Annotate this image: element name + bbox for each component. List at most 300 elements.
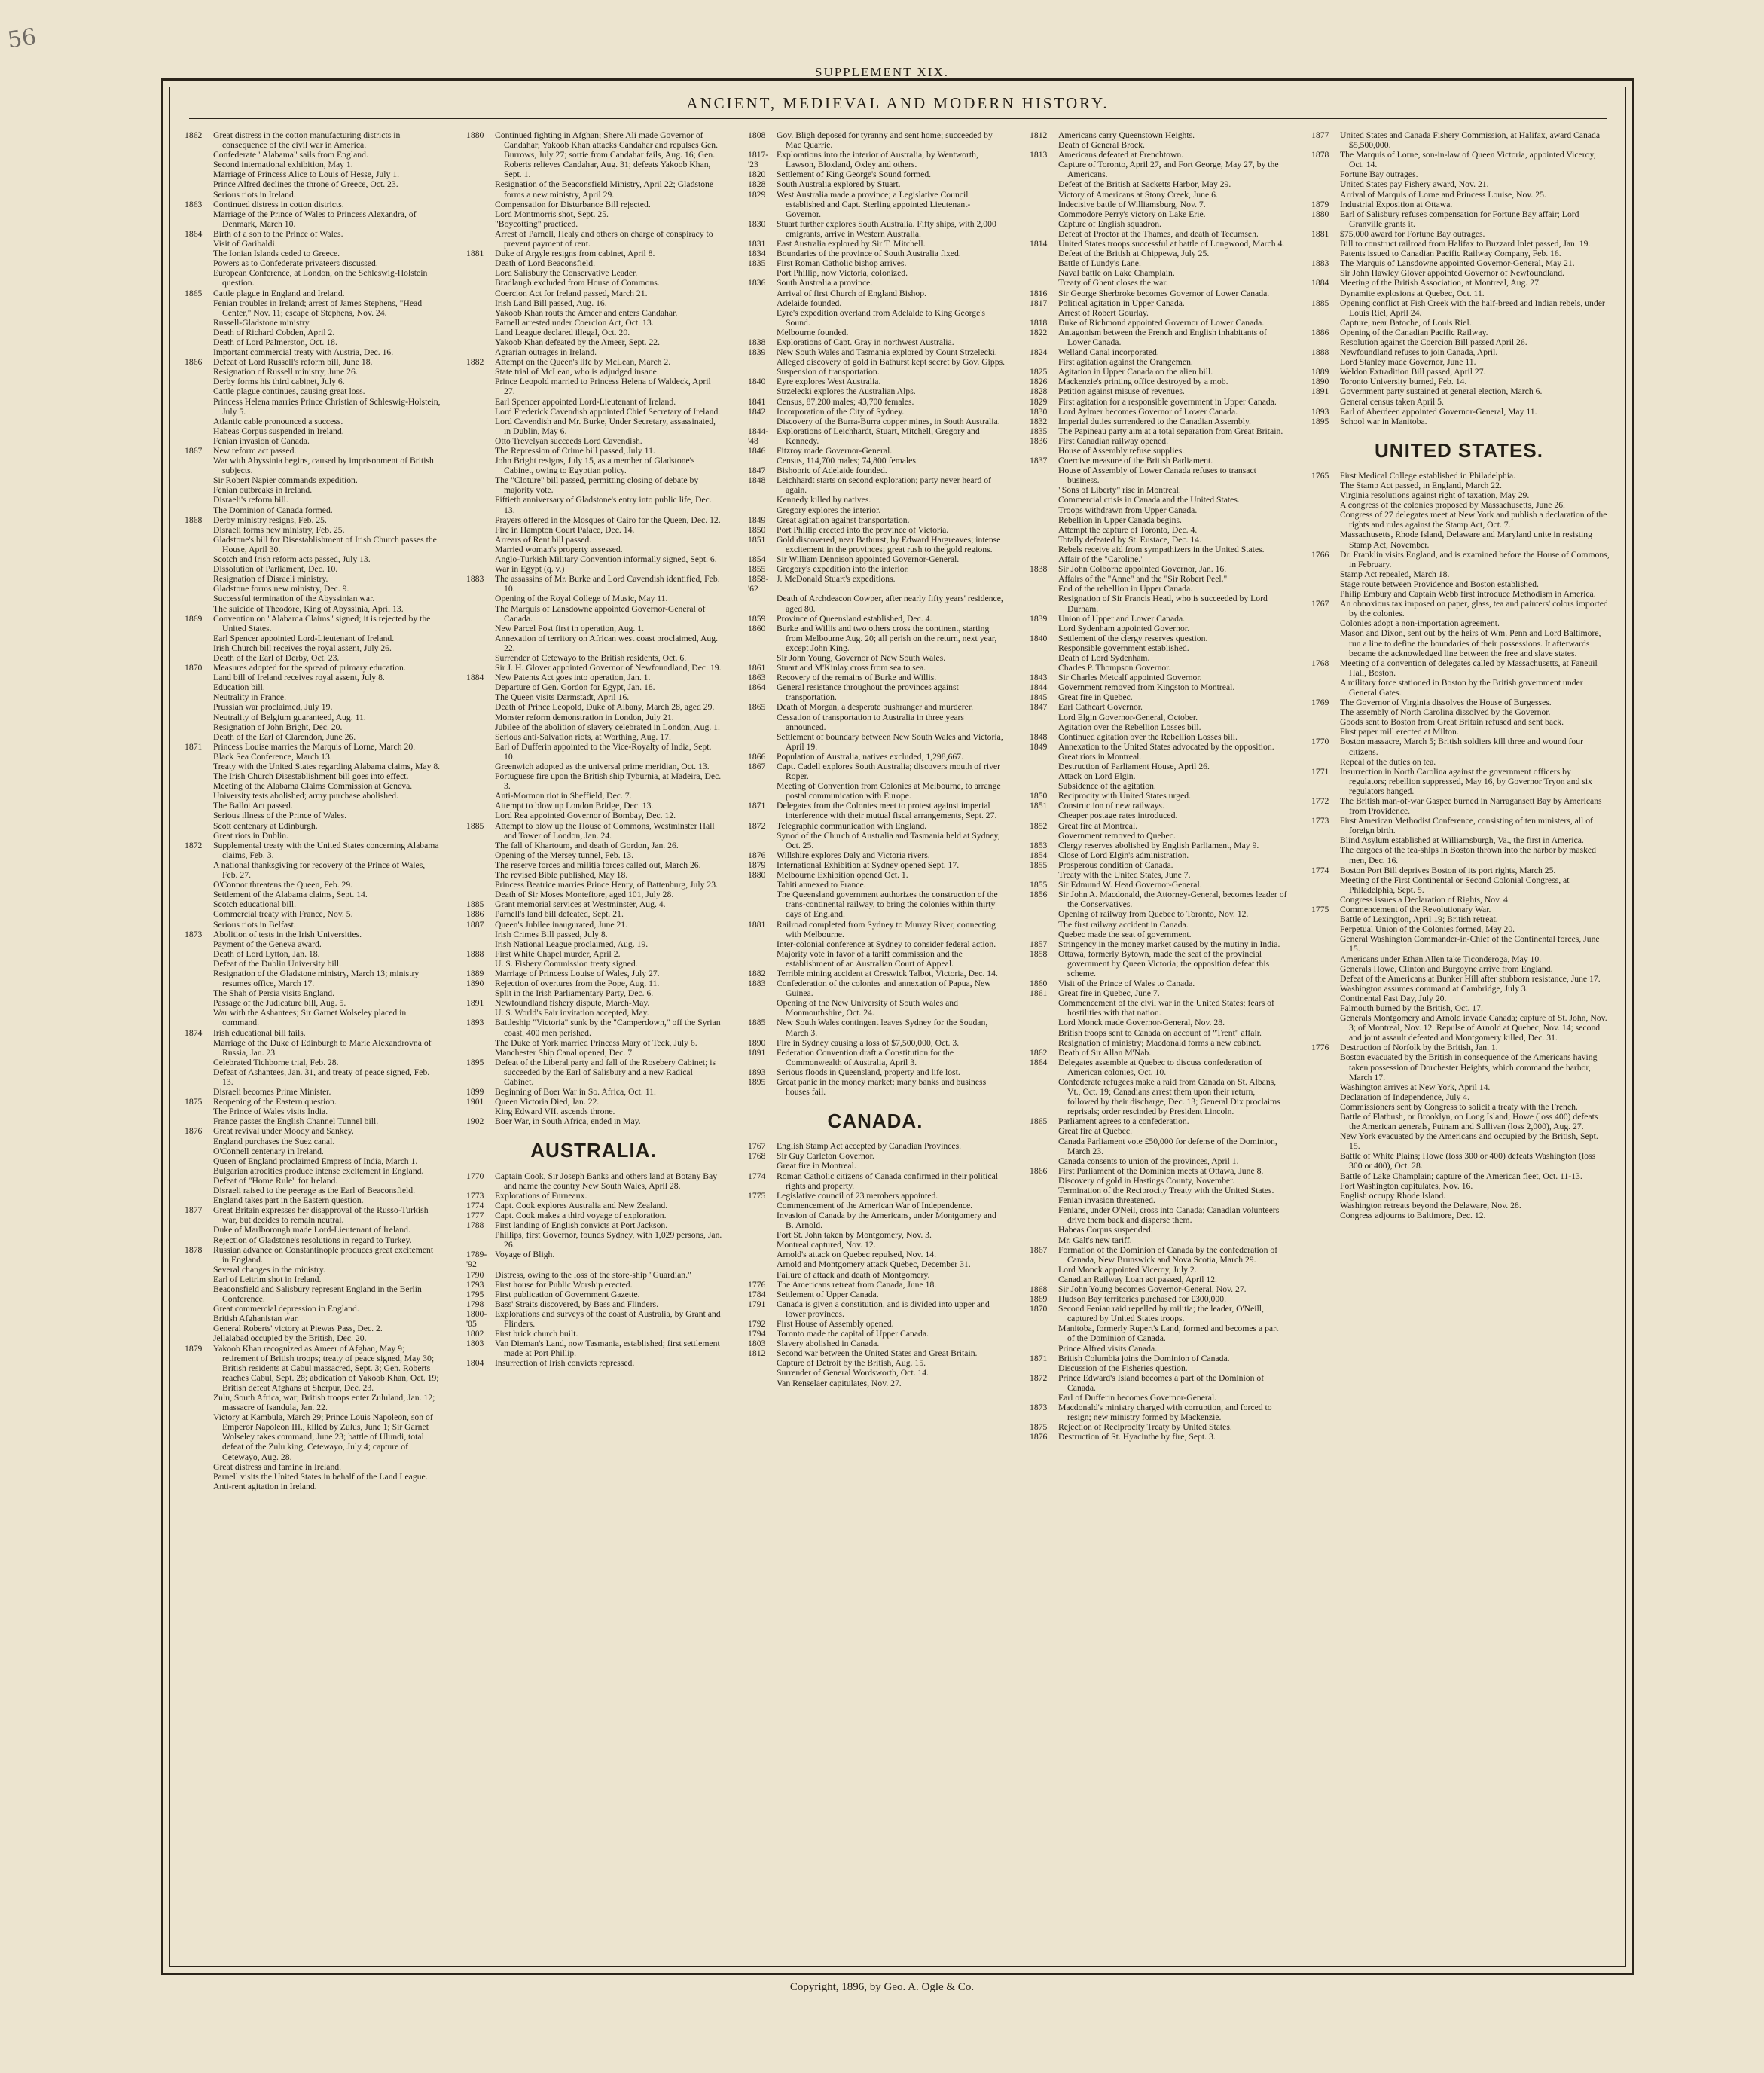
entry-text: Bass' Straits discovered, by Bass and Flinders. <box>495 1299 659 1309</box>
entry-text: Arnold's attack on Quebec repulsed, Nov. 14. <box>777 1250 936 1260</box>
history-entry <box>182 1412 442 1461</box>
entry-year <box>1027 1018 1057 1027</box>
entry-text: Construction of new railways. <box>1058 801 1164 811</box>
entry-year <box>1027 870 1057 880</box>
history-entry <box>745 386 1006 396</box>
entry-year: 1773 <box>466 1190 484 1201</box>
history-entry <box>1027 564 1287 574</box>
history-entry <box>182 1107 442 1116</box>
entry-text: Van Renselaer capitulates, Nov. 27. <box>777 1378 902 1388</box>
entry-year: 1769 <box>1311 698 1329 708</box>
history-entry <box>1027 771 1287 781</box>
entry-year <box>463 525 493 535</box>
history-entry <box>1027 318 1287 328</box>
history-entry <box>745 870 1006 880</box>
history-entry <box>1027 298 1287 308</box>
entry-text: First agitation for a responsible government in Upper Canada. <box>1058 396 1277 407</box>
history-entry <box>1308 471 1610 481</box>
entry-text: General census taken April 5. <box>1340 396 1444 407</box>
history-entry <box>463 278 724 288</box>
entry-year <box>745 939 775 949</box>
entry-text: Canada consents to union of the provinces, April 1. <box>1058 1156 1239 1166</box>
entry-text: Hudson Bay territories purchased for £300,000. <box>1058 1294 1226 1305</box>
entry-text: The Duke of York married Princess Mary of Teck, July 6. <box>495 1037 697 1048</box>
history-entry <box>745 880 1006 890</box>
entry-text: Serious riots in Belfast. <box>213 919 296 930</box>
entry-year <box>182 1156 212 1166</box>
entry-year <box>463 890 493 899</box>
history-entry <box>745 426 1006 446</box>
entry-year <box>182 397 212 417</box>
entry-text: Destruction of St. Hyacinthe by fire, Sept. 3. <box>1058 1432 1216 1443</box>
entry-text: Scotch educational bill. <box>213 899 297 910</box>
history-entry <box>463 692 724 702</box>
entry-year <box>1308 1092 1338 1102</box>
entry-year <box>182 634 212 643</box>
history-entry <box>1308 130 1610 150</box>
entry-year <box>463 1230 493 1250</box>
entry-text: Serious anti-Salvation riots, at Worthing, Aug. 17. <box>495 731 671 742</box>
entry-year <box>1308 1201 1338 1211</box>
entry-text: British Afghanistan war. <box>213 1314 299 1324</box>
history-entry <box>182 190 442 200</box>
history-entry <box>463 771 724 791</box>
entry-text: Prince Alfred visits Canada. <box>1058 1343 1158 1354</box>
entry-year: 1768 <box>748 1151 766 1162</box>
entry-year <box>463 771 493 791</box>
history-entry <box>1027 791 1287 801</box>
history-entry <box>1027 1058 1287 1077</box>
entry-text: Derby forms his third cabinet, July 6. <box>213 377 345 387</box>
entry-year <box>463 870 493 880</box>
entry-text: Fort St. John taken by Montgomery, Nov. 3. <box>777 1230 932 1241</box>
history-entry <box>745 417 1006 426</box>
entry-text: Discussion of the Fisheries question. <box>1058 1363 1188 1373</box>
history-entry <box>745 801 1006 820</box>
entry-text: Melbourne founded. <box>777 327 849 337</box>
entry-year <box>463 545 493 554</box>
entry-text: Sir John A. Macdonald, the Attorney-General, becomes leader of the Conservatives. <box>1058 890 1287 910</box>
history-entry <box>182 1156 442 1166</box>
entry-text: Political agitation in Upper Canada. <box>1058 298 1185 308</box>
entry-year <box>463 554 493 564</box>
entry-year: 1828 <box>748 179 766 190</box>
entry-year <box>182 988 212 998</box>
entry-text: Dr. Franklin visits England, and is examined before the House of Commons, in February. <box>1340 549 1610 569</box>
copyright-line: Copyright, 1896, by Geo. A. Ogle & Co. <box>789 1981 975 1993</box>
history-entry <box>1027 692 1287 702</box>
entry-text: Great fire in Quebec. <box>1058 692 1133 703</box>
history-entry <box>182 1097 442 1107</box>
entry-text: Melbourne Exhibition opened Oct. 1. <box>777 870 908 881</box>
history-entry <box>463 495 724 514</box>
history-entry <box>1308 569 1610 579</box>
history-entry <box>182 1344 442 1393</box>
entry-year <box>1308 1102 1338 1112</box>
entry-year <box>745 495 775 505</box>
entry-text: Settlement of Upper Canada. <box>777 1289 879 1299</box>
history-entry <box>1308 895 1610 905</box>
entry-year: 1834 <box>748 249 766 259</box>
history-entry <box>463 978 724 988</box>
entry-text: Beginning of Boer War in So. Africa, Oct. 11. <box>495 1087 656 1098</box>
entry-text: Meeting of the Alabama Claims Commission at Geneva. <box>213 781 413 792</box>
entry-text: Gregory's expedition into the interior. <box>777 564 909 575</box>
history-entry <box>182 969 442 988</box>
history-entry <box>745 752 1006 762</box>
history-entry <box>1308 357 1610 367</box>
entry-year <box>745 367 775 377</box>
entry-text: Duke of Marlborough made Lord-Lieutenant of Ireland. <box>213 1225 410 1235</box>
entry-year <box>1027 1077 1057 1116</box>
entry-text: Congress of 27 delegates meet at New York and publish a declaration of the rights and rules against the Stamp Act, Oct. 7. <box>1340 510 1607 530</box>
entry-year <box>1308 1013 1338 1043</box>
history-entry <box>1027 1205 1287 1225</box>
entry-year <box>182 426 212 436</box>
entry-year <box>1308 924 1338 934</box>
entry-text: Lord Monck made Governor-General, Nov. 28. <box>1058 1018 1225 1028</box>
history-entry <box>745 1161 1006 1171</box>
entry-text: Irish Church bill receives the royal assent, July 26. <box>213 643 392 653</box>
entry-text: Railroad completed from Sydney to Murray River, connecting with Melbourne. <box>777 919 996 939</box>
history-entry <box>745 1339 1006 1348</box>
entry-year <box>1308 628 1338 658</box>
entry-text: Parliament agrees to a confederation. <box>1058 1116 1189 1127</box>
entry-text: Sir George Sherbroke becomes Governor of Lower Canada. <box>1058 288 1270 298</box>
entry-text: Washington retreats beyond the Delaware, Nov. 28. <box>1340 1200 1521 1211</box>
entry-text: Invasion of Canada by the Americans, under Montgomery and B. Arnold. <box>777 1210 996 1231</box>
entry-year <box>182 653 212 663</box>
entry-text: Willshire explores Daly and Victoria rivers. <box>777 850 930 860</box>
history-entry <box>463 880 724 890</box>
entry-year <box>463 692 493 702</box>
entry-year <box>745 268 775 278</box>
entry-year: 1890 <box>466 978 484 989</box>
entry-text: Commencement of the American War of Independence. <box>777 1200 973 1211</box>
entry-text: Parnell visits the United States in behalf of the Land League. <box>213 1471 428 1482</box>
entry-year <box>1027 209 1057 219</box>
entry-year <box>463 298 493 308</box>
entry-year <box>463 475 493 495</box>
entry-year: 1877 <box>185 1205 203 1216</box>
history-entry <box>182 337 442 347</box>
history-entry <box>1027 762 1287 771</box>
entry-year: 1830 <box>748 218 766 229</box>
entry-text: Toronto University burned, Feb. 14. <box>1340 377 1467 387</box>
history-entry <box>463 1038 724 1048</box>
entry-year <box>463 722 493 732</box>
history-entry <box>182 446 442 456</box>
entry-year: 1885 <box>466 899 484 910</box>
history-entry <box>1308 1102 1610 1112</box>
entry-text: War with the Ashantees; Sir Garnet Wolseley placed in command. <box>213 1008 407 1028</box>
entry-text: Annexation of territory on African west coast proclaimed, Aug. 22. <box>495 633 718 653</box>
entry-year <box>1027 920 1057 930</box>
entry-year: 1870 <box>185 663 203 673</box>
entry-year <box>182 781 212 791</box>
entry-year <box>1027 653 1057 663</box>
history-entry <box>182 742 442 752</box>
entry-year: 1849 <box>748 514 766 525</box>
history-entry <box>1027 831 1287 841</box>
entry-year: 1816 <box>1030 288 1048 298</box>
history-entry <box>463 337 724 347</box>
history-entry <box>1027 1373 1287 1393</box>
entry-year <box>182 564 212 574</box>
entry-text: Charles P. Thompson Governor. <box>1058 663 1171 673</box>
history-entry <box>182 831 442 841</box>
entry-text: Rejection of Gladstone's resolutions in regard to Turkey. <box>213 1235 412 1245</box>
history-entry <box>1027 574 1287 584</box>
entry-year: 1865 <box>1030 1116 1048 1127</box>
entry-text: Newfoundland refuses to join Canada, April. <box>1340 347 1498 358</box>
history-entry <box>1027 1403 1287 1422</box>
history-entry <box>745 702 1006 712</box>
entry-text: Explorations of Capt. Gray in northwest Australia. <box>777 337 954 347</box>
entry-year: 1876 <box>748 850 766 860</box>
entry-text: Fenians, under O'Neil, cross into Canada; Canadian volunteers drive them back and disperse them. <box>1058 1205 1280 1226</box>
entry-year <box>745 1230 775 1240</box>
entry-text: First White Chapel murder, April 2. <box>495 948 621 959</box>
entry-text: Newfoundland fishery dispute, March-May. <box>495 998 650 1009</box>
entry-text: Bulgarian atrocities produce intense excitement in England. <box>213 1165 424 1176</box>
history-entry <box>182 584 442 594</box>
entry-text: Capture of Toronto, April 27, and Fort George, May 27, by the Americans. <box>1058 160 1279 180</box>
entry-text: Recovery of the remains of Burke and Willis. <box>777 673 937 683</box>
entry-year <box>1027 1038 1057 1048</box>
entry-text: Dynamite explosions at Quebec, Oct. 11. <box>1340 288 1485 298</box>
entry-year: 1891 <box>1311 386 1329 397</box>
entry-text: Sir J. H. Glover appointed Governor of Newfoundland, Dec. 19. <box>495 663 722 673</box>
history-entry <box>1308 318 1610 328</box>
entry-text: A national thanksgiving for recovery of the Prince of Wales, Feb. 27. <box>213 859 426 881</box>
history-entry <box>745 190 1006 219</box>
history-entry <box>463 328 724 337</box>
entry-year: 1847 <box>748 466 766 476</box>
entry-year: 1841 <box>748 396 766 407</box>
history-entry <box>182 1146 442 1156</box>
entry-year: 1881 <box>466 249 484 259</box>
history-entry <box>182 426 442 436</box>
entry-year <box>182 959 212 969</box>
history-entry <box>1308 707 1610 717</box>
entry-year <box>463 841 493 850</box>
entry-text: Cheaper postage rates introduced. <box>1058 811 1178 821</box>
history-entry <box>463 258 724 268</box>
history-entry <box>745 525 1006 535</box>
history-entry <box>745 357 1006 367</box>
entry-year: 1765 <box>1311 470 1329 481</box>
entry-text: Death of Lord Sydenham. <box>1058 652 1150 663</box>
entry-text: Attempt to blow up London Bridge, Dec. 13. <box>495 801 654 811</box>
entry-text: Serious riots in Ireland. <box>213 189 296 200</box>
entry-year <box>463 732 493 742</box>
entry-year <box>182 347 212 357</box>
entry-text: End of the rebellion in Upper Canada. <box>1058 584 1193 594</box>
entry-text: Duke of Argyle resigns from cabinet, April 8. <box>495 249 655 259</box>
history-entry <box>182 1393 442 1412</box>
entry-text: Russian advance on Constantinople produces great excitement in England. <box>213 1244 434 1265</box>
entry-year: 1871 <box>1030 1353 1048 1363</box>
history-entry <box>1027 328 1287 347</box>
entry-year: 1869 <box>185 613 203 624</box>
history-entry <box>1027 179 1287 189</box>
entry-year <box>182 1265 212 1275</box>
history-entry <box>463 939 724 949</box>
history-entry <box>182 377 442 386</box>
entry-year: 1851 <box>1030 801 1048 811</box>
entry-year <box>463 278 493 288</box>
entry-text: Habeas Corpus suspended. <box>1058 1225 1153 1235</box>
entry-text: Fenian invasion of Canada. <box>213 435 310 446</box>
entry-year: 1774 <box>1311 865 1329 875</box>
history-entry <box>463 564 724 574</box>
history-entry <box>1027 239 1287 249</box>
entry-year <box>1308 895 1338 905</box>
entry-year <box>1027 584 1057 594</box>
history-entry <box>182 1472 442 1482</box>
entry-year: 1854 <box>1030 850 1048 860</box>
history-entry <box>463 308 724 318</box>
history-entry <box>745 130 1006 150</box>
history-entry <box>745 554 1006 564</box>
entry-text: Agitation in Upper Canada on the alien bill. <box>1058 367 1213 377</box>
history-entry <box>463 298 724 308</box>
entry-text: Scotch and Irish reform acts passed, July 13. <box>213 554 371 565</box>
history-entry <box>182 811 442 820</box>
entry-year <box>1027 1137 1057 1156</box>
entry-text: Defeat of the British at Chippewa, July 25. <box>1058 249 1210 259</box>
entry-text: Portuguese fire upon the British ship Tyburnia, at Madeira, Dec. 3. <box>495 771 722 792</box>
entry-text: Troops withdrawn from Upper Canada. <box>1058 505 1198 515</box>
entry-text: Prince Edward's Island becomes a part of the Dominion of Canada. <box>1058 1372 1265 1393</box>
entry-text: Toronto made the capital of Upper Canada. <box>777 1329 929 1339</box>
entry-year: 1873 <box>185 929 203 939</box>
entry-year <box>1027 446 1057 456</box>
entry-year: 1867 <box>185 446 203 456</box>
entry-text: Earl Spencer appointed Lord-Lieutenant of Ireland. <box>495 396 676 407</box>
entry-text: Black Sea Conference, March 13. <box>213 751 332 762</box>
entry-text: Blind Asylum established at Williamsburgh, Va., the first in America. <box>1340 835 1584 846</box>
history-entry <box>463 179 724 199</box>
entry-text: Jubilee of the abolition of slavery celebrated in London, Aug. 1. <box>495 722 720 732</box>
history-entry <box>182 535 442 554</box>
entry-text: Abolition of tests in the Irish Universities. <box>213 929 362 939</box>
entry-year <box>182 525 212 535</box>
entry-text: Canada is given a constitution, and is divided into upper and lower provinces. <box>777 1299 990 1319</box>
entry-year <box>1027 752 1057 762</box>
entry-text: Victory of Americans at Stony Creek, June 6. <box>1058 189 1218 200</box>
entry-year <box>1027 1195 1057 1205</box>
entry-year <box>463 959 493 969</box>
history-entry <box>1027 397 1287 407</box>
entry-text: Legislative council of 23 members appointed. <box>777 1190 938 1201</box>
entry-text: John Bright resigns, July 15, as a member of Gladstone's Cabinet, owing to Egyptian policy. <box>495 456 695 476</box>
history-entry <box>745 1018 1006 1037</box>
entry-text: England takes part in the Eastern question. <box>213 1195 364 1206</box>
entry-year <box>1308 239 1338 249</box>
history-entry <box>463 1018 724 1037</box>
entry-year <box>463 594 493 603</box>
history-entry <box>1027 1137 1287 1156</box>
entry-year <box>182 386 212 396</box>
entry-year <box>745 831 775 850</box>
entry-text: Earl of Salisbury refuses compensation for Fortune Bay affair; Lord Granville grants it. <box>1340 209 1579 229</box>
entry-year <box>182 209 212 229</box>
history-entry <box>182 909 442 919</box>
entry-year <box>182 505 212 515</box>
entry-text: Irish educational bill fails. <box>213 1027 306 1038</box>
entry-year <box>745 880 775 890</box>
entry-year: 1868 <box>1030 1284 1048 1294</box>
history-entry <box>182 939 442 949</box>
history-entry <box>182 150 442 160</box>
entry-text: Province of Queensland established, Dec. 4. <box>777 613 932 624</box>
entry-year <box>182 831 212 841</box>
entry-year <box>1027 505 1057 515</box>
entry-year <box>745 328 775 337</box>
entry-text: Stringency in the money market caused by the mutiny in India. <box>1058 939 1280 949</box>
entry-text: Disraeli becomes Prime Minister. <box>213 1087 331 1098</box>
entry-year <box>1308 1191 1338 1201</box>
entry-year <box>182 682 212 692</box>
entry-year: 1774 <box>466 1200 484 1211</box>
entry-year: 1867 <box>1030 1244 1048 1255</box>
history-entry <box>182 1304 442 1314</box>
history-entry <box>1308 407 1610 417</box>
entry-year <box>463 742 493 762</box>
history-entry <box>1027 920 1287 930</box>
entry-text: Opening of the New University of South Wales and Monmouthshire, Oct. 24. <box>777 998 958 1018</box>
history-entry <box>463 1280 724 1290</box>
entry-year: 1814 <box>1030 239 1048 249</box>
history-entry <box>463 988 724 998</box>
entry-year: 1872 <box>748 820 766 831</box>
entry-text: Agrarian outrages in Ireland. <box>495 347 597 358</box>
entry-text: Philip Embury and Captain Webb first introduce Methodism in America. <box>1340 589 1596 600</box>
entry-text: Death of General Brock. <box>1058 140 1145 151</box>
history-entry <box>745 298 1006 308</box>
entry-text: Sir William Dennison appointed Governor-General. <box>777 554 960 565</box>
entry-year: 1873 <box>1030 1403 1048 1413</box>
history-entry <box>745 169 1006 179</box>
entry-year <box>182 495 212 505</box>
entry-text: $75,000 award for Fortune Bay outrages. <box>1340 228 1485 239</box>
entry-year <box>1027 515 1057 525</box>
history-entry <box>1027 347 1287 357</box>
entry-year: 1788 <box>466 1220 484 1231</box>
entry-year <box>1027 1393 1057 1403</box>
entry-year: 1901 <box>466 1097 484 1107</box>
history-entry <box>1027 1048 1287 1058</box>
history-entry <box>745 1250 1006 1259</box>
entry-text: Opening of railway from Quebec to Toronto, Nov. 12. <box>1058 909 1249 920</box>
entry-year <box>1308 1211 1338 1220</box>
history-entry <box>1308 757 1610 767</box>
entry-text: Destruction of Parliament House, April 26. <box>1058 762 1210 771</box>
entry-text: Education bill. <box>213 682 265 693</box>
history-entry <box>745 1230 1006 1240</box>
entry-year <box>1027 1126 1057 1136</box>
history-entry <box>182 1195 442 1205</box>
history-entry <box>745 289 1006 298</box>
history-entry <box>745 1077 1006 1097</box>
history-entry <box>1027 624 1287 634</box>
entry-text: Prussian war proclaimed, July 19. <box>213 702 333 713</box>
history-entry <box>182 1323 442 1333</box>
entry-year: 1884 <box>1311 278 1329 289</box>
entry-year <box>182 1412 212 1461</box>
